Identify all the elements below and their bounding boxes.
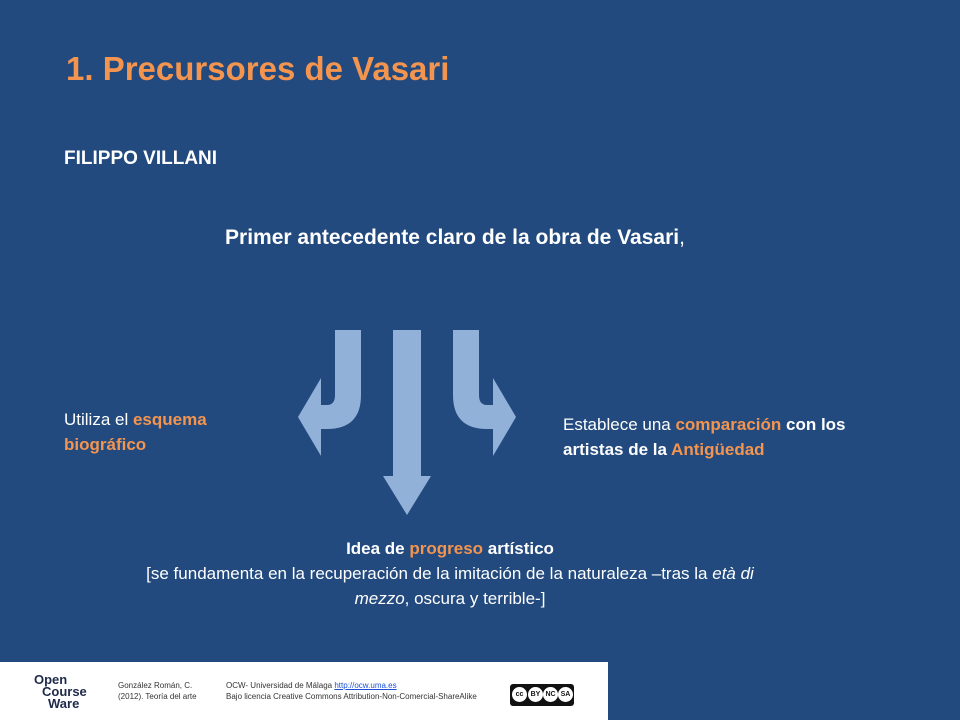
- center-heading: [30, 536, 870, 561]
- center-text-1: Idea de: [346, 539, 410, 558]
- footer-license: [226, 680, 477, 702]
- nc-icon: NC: [543, 687, 558, 702]
- ocw-logo: [34, 674, 87, 710]
- center-explanation: [30, 561, 870, 611]
- center-branch-text: [30, 536, 870, 611]
- right-highlight-2: Antigüedad: [671, 440, 765, 459]
- right-text-1: Establece una: [563, 415, 676, 434]
- logo-line-2: Course: [42, 684, 87, 699]
- footer-bar: [0, 662, 608, 720]
- branching-arrows-diagram: [290, 325, 530, 520]
- center-text-2: artístico: [483, 539, 554, 558]
- logo-line-3: Ware: [48, 696, 80, 711]
- footer-credit: [118, 680, 197, 702]
- main-statement-suffix: ,: [679, 226, 685, 249]
- center-arrow-head: [383, 476, 431, 515]
- slide-subtitle: FILIPPO VILLANI: [64, 148, 218, 169]
- left-highlight-2: biográfico: [64, 435, 147, 454]
- logo-line-1: Open: [34, 672, 68, 687]
- right-branch-text: [563, 412, 893, 462]
- right-text-3: artistas de la: [563, 440, 672, 459]
- main-statement: [0, 226, 910, 250]
- right-curved-arrow: [453, 330, 516, 456]
- center-arrow-shaft: [393, 330, 421, 478]
- center-highlight: progreso: [409, 539, 484, 558]
- ocw-link[interactable]: http://ocw.uma.es: [334, 681, 397, 690]
- center-italic-2: mezzo: [354, 589, 405, 608]
- right-text-2: con los: [781, 415, 846, 434]
- left-curved-arrow: [298, 330, 361, 456]
- license-line-1: OCW- Universidad de Málaga: [226, 681, 335, 690]
- credit-line-2: (2012). Teoría del arte: [118, 692, 197, 701]
- center-line-3: , oscura y terrible-]: [404, 589, 546, 608]
- by-icon: BY: [528, 687, 543, 702]
- cc-icon: cc: [512, 687, 527, 702]
- left-text: Utiliza el: [64, 410, 133, 429]
- credit-line-1: González Román, C.: [118, 681, 193, 690]
- slide-title: 1. Precursores de Vasari: [66, 50, 450, 87]
- right-highlight-1: comparación: [675, 415, 782, 434]
- left-highlight-1: esquema: [132, 410, 207, 429]
- main-statement-text: Primer antecedente claro de la obra de Vasari: [225, 226, 680, 249]
- left-branch-text: [64, 407, 284, 457]
- sa-icon: SA: [558, 687, 573, 702]
- creative-commons-badge[interactable]: [510, 684, 574, 706]
- center-italic-1: età di: [712, 564, 754, 583]
- license-line-2: Bajo licencia Creative Commons Attribution-Non-Comercial-ShareAlike: [226, 692, 477, 701]
- center-line-2: [se fundamenta en la recuperación de la imitación de la naturaleza –tras la: [146, 564, 713, 583]
